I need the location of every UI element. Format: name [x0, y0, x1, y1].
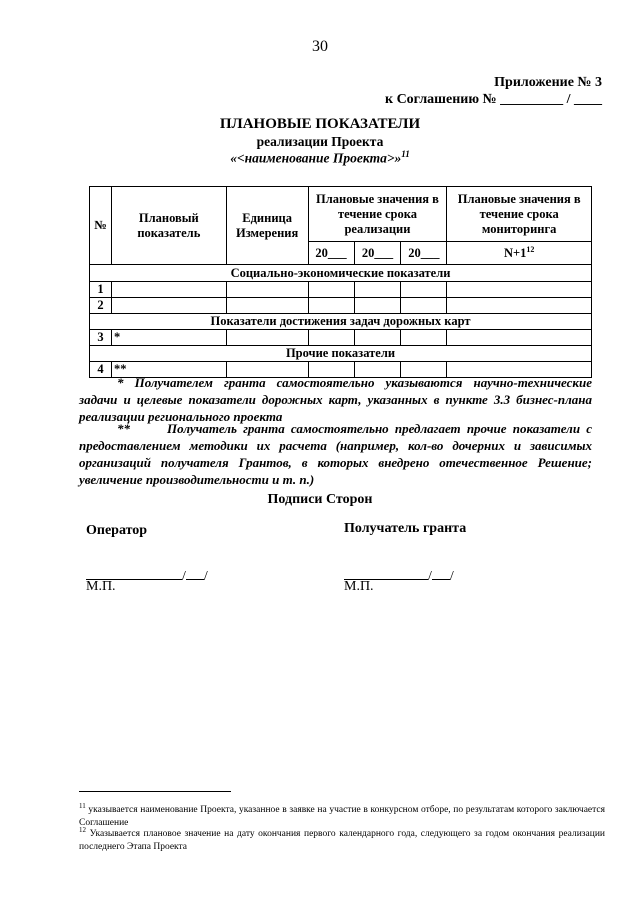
operator-signature-line: / /: [86, 566, 208, 585]
table-row: [90, 282, 592, 298]
project-name-placeholder: [0, 149, 640, 167]
note-double-asterisk: ** Получатель гранта самостоятельно предлагает прочие показатели с предоставлением методики их расчета (например, кол-во дочерних и зависимых организаций получателя Грантов, в которых внедрено отечественное Решение; увеличение производительности и т. п.): [79, 421, 593, 487]
monitor-year-cell: $N+1^{12}$: [447, 242, 592, 265]
note-mark: **: [117, 421, 130, 436]
table-row: [90, 330, 592, 346]
table-row: [90, 298, 592, 314]
header-indicator: Плановый показатель: [111, 187, 226, 265]
indicators-table: [89, 186, 592, 378]
recipient-label: Получатель гранта: [344, 521, 467, 536]
footnote-11: $^{11}$ указывается наименование Проекта, указанное в заявке на участие в конкурсном отборе, по результатам которого заключается Соглашение: [79, 802, 605, 828]
appendix-agreement-ref: к Соглашению № _________ / ____: [385, 92, 602, 107]
recipient-signature-line: / /: [344, 566, 454, 585]
row-number: 3: [90, 330, 112, 346]
appendix-title: Приложение № 3: [494, 75, 602, 90]
operator-seal-place: М.П.: [86, 579, 116, 594]
year-cell: 20___: [354, 242, 401, 265]
project-name-text: «<наименование Проекта>»: [230, 150, 402, 166]
page-number: 30: [312, 38, 328, 55]
row-number: 1: [90, 282, 112, 298]
footnote-ref-11: 11: [401, 149, 410, 159]
signatures-title: Подписи Сторон: [267, 492, 373, 507]
document-subtitle: реализации Проекта: [256, 134, 384, 149]
row-indicator: *: [111, 330, 226, 346]
recipient-seal-place: М.П.: [344, 579, 374, 594]
footnote-divider: [79, 791, 231, 792]
footnote-ref-12: 12: [526, 244, 535, 254]
header-planned-implementation: Плановые значения в течение срока реализации: [308, 187, 447, 242]
operator-label: Оператор: [86, 523, 148, 538]
section-row: [90, 346, 592, 362]
footnote-12: $^{12}$ Указывается плановое значение на дату окончания первого календарного года, следующего за годом окончания реализации последнего Этапа Проекта: [79, 826, 606, 852]
header-number: №: [90, 187, 112, 265]
row-number: 4: [90, 362, 112, 378]
section-other: Прочие показатели: [90, 346, 592, 362]
section-row: [90, 265, 592, 282]
year-cell: 20___: [308, 242, 354, 265]
header-planned-monitoring: Плановые значения в течение срока мониторинга: [447, 187, 592, 242]
header-unit: Единица Измерения: [226, 187, 308, 265]
row-indicator: **: [111, 362, 226, 378]
section-roadmap-tasks: Показатели достижения задач дорожных карт: [90, 314, 592, 330]
row-number: 2: [90, 298, 112, 314]
year-cell: 20___: [401, 242, 447, 265]
section-row: [90, 314, 592, 330]
section-socio-economic: Социально-экономические показатели: [90, 265, 592, 282]
note-single-asterisk: * Получателем гранта самостоятельно указываются научно-технические задачи и целевые показатели дорожных карт, указанных в пункте 3.3 бизнес-плана реализации регионального проекта: [79, 375, 592, 424]
row-indicator: [111, 282, 226, 298]
table-header-row: [90, 187, 592, 242]
row-indicator: [111, 298, 226, 314]
document-title: ПЛАНОВЫЕ ПОКАЗАТЕЛИ: [219, 116, 421, 132]
